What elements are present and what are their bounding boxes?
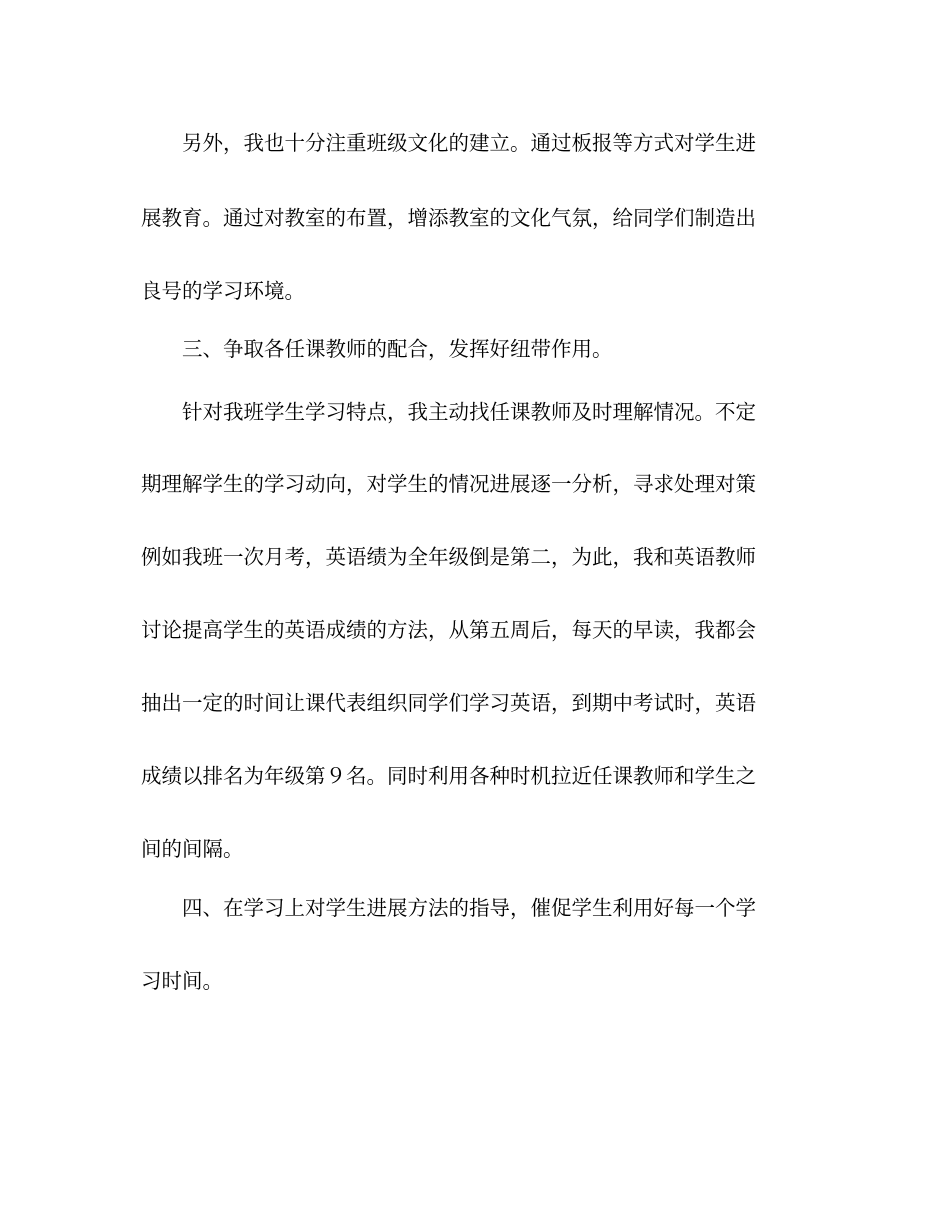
paragraph-line: 展教育。通过对教室的布置，增添教室的文化气氛，给同学们制造出 [141, 206, 756, 230]
paragraph-line: 针对我班学生学习特点，我主动找任课教师及时理解情况。不定 [182, 400, 756, 424]
section-heading-continued: 习时间。 [141, 969, 223, 993]
paragraph-line: 另外，我也十分注重班级文化的建立。通过板报等方式对学生进 [182, 131, 756, 155]
paragraph-line: 抽出一定的时间让课代表组织同学们学习英语，到期中考试时，英语 [141, 691, 756, 715]
paragraph-line: 良号的学习环境。 [141, 279, 305, 303]
section-heading: 三、争取各任课教师的配合，发挥好纽带作用。 [182, 337, 613, 361]
paragraph-line: 间的间隔。 [141, 837, 244, 861]
paragraph-line: 例如我班一次月考，英语绩为全年级倒是第二，为此，我和英语教师 [141, 545, 756, 569]
paragraph-line: 期理解学生的学习动向，对学生的情况进展逐一分析，寻求处理对策 [141, 472, 756, 496]
paragraph-line: 成绩以排名为年级第９名。同时利用各种时机拉近任课教师和学生之 [141, 764, 756, 788]
section-heading: 四、在学习上对学生进展方法的指导，催促学生利用好每一个学 [182, 896, 756, 920]
paragraph-line: 讨论提高学生的英语成绩的方法，从第五周后，每天的早读，我都会 [141, 618, 756, 642]
